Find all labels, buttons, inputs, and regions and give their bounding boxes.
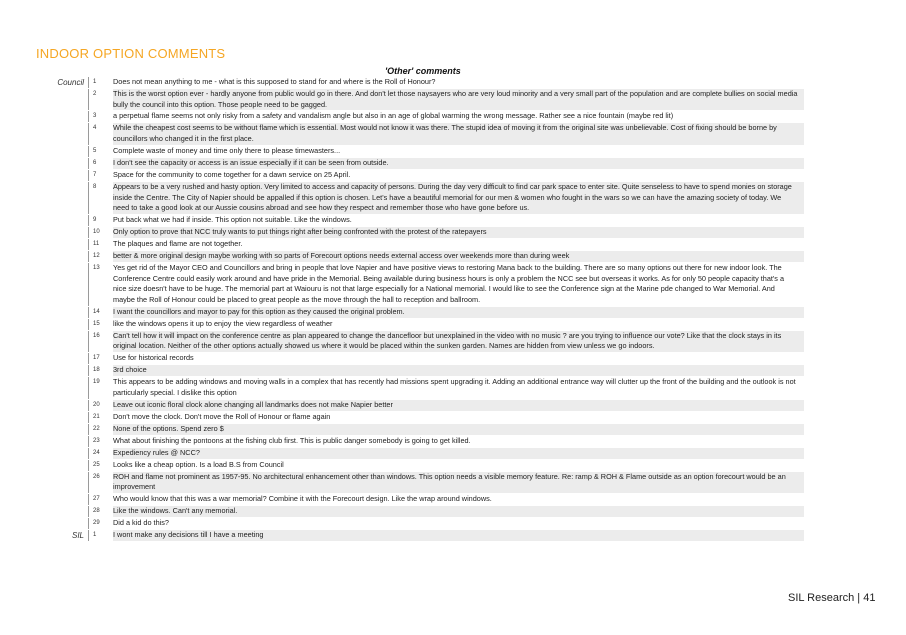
comment-row [36,530,804,542]
group-label [36,494,89,505]
comment-number: 20 [93,401,100,408]
comment-number: 8 [93,183,97,190]
comment-row [36,146,804,158]
comment-text: like the windows opens it up to enjoy the view regardless of weather [113,318,333,328]
group-label: Council [36,77,89,88]
group-label [36,424,89,435]
comment-number: 10 [93,228,100,235]
comment-number: 23 [93,437,100,444]
comment-text: Yes get rid of the Mayor CEO and Councillors and bring in people that love Napier and have positive views to restoring Mana back to the building. There are so many options out there for new indoor look. The Conference Centre could easily work around and have pride in the Memorial. Being available during business hours is only a problem the NCC see but overseas it works. As for only 50 people capacity that's a nice size doesn't have to be huge. The memorial part at Waiouru is not that large especially for a National memorial. I would like to see the Conference sign at the Marine pde changed to War Memorial. And maybe the Roll of Honour could be placed to great people as the move through the hall to reception and ballroom. [113,262,785,305]
group-label [36,506,89,517]
comment-row [36,182,804,215]
comment-row [36,436,804,448]
group-label [36,365,89,376]
comment-row [36,111,804,123]
comment-text: The plaques and flame are not together. [113,238,243,248]
comment-text: Did a kid do this? [113,517,169,527]
comment-row [36,251,804,263]
comment-text: Does not mean anything to me - what is this supposed to stand for and where is the Roll of Honour? [113,77,436,86]
group-label [36,263,89,306]
comment-text: Complete waste of money and time only there to please timewasters... [113,145,341,155]
comment-row [36,263,804,307]
comment-row [36,460,804,472]
comment-text: Only option to prove that NCC truly wants to put things right after being confronted with the protest of the ratepayers [113,227,804,238]
comment-number: 29 [93,519,100,526]
comment-row [36,518,804,530]
group-label [36,377,89,398]
comment-row [36,170,804,182]
comment-row [36,377,804,399]
group-label [36,182,89,214]
group-label [36,123,89,144]
group-label [36,146,89,157]
comment-number: 9 [93,216,97,223]
comment-text: Leave out iconic floral clock alone changing all landmarks does not make Napier better [113,400,804,411]
comment-text: Use for historical records [113,353,194,363]
group-label [36,400,89,411]
comment-number: 4 [93,125,97,132]
group-label [36,412,89,423]
comment-row [36,89,804,111]
comment-text: I wont make any decisions till I have a meeting [113,530,804,541]
group-label [36,170,89,181]
group-label [36,215,89,226]
comment-number: 13 [93,264,100,271]
comment-text: I want the councillors and mayor to pay for this option as they caused the original problem. [113,307,804,318]
comment-text: Don't move the clock. Don't move the Roll of Honour or flame again [113,411,331,421]
comment-text: Space for the community to come together for a dawn service on 25 April. [113,169,351,179]
comment-row [36,239,804,251]
group-label [36,460,89,471]
comment-number: 1 [93,531,97,538]
group-label [36,436,89,447]
comment-row [36,158,804,170]
comment-row [36,472,804,494]
comment-number: 24 [93,449,100,456]
comment-row [36,412,804,424]
comment-text: a perpetual flame seems not only risky from a safety and vandalism angle but also in an age of global warming the wrong message. Rather see a nice fountain (maybe red lit) [113,111,674,121]
comment-number: 19 [93,379,100,386]
comment-text: None of the options. Spend zero $ [113,424,804,435]
comment-number: 7 [93,171,97,178]
comment-number: 27 [93,495,100,502]
comment-text: This is the worst option ever - hardly anyone from public would go in there. And don't let those naysayers who are very loud minority and a very small part of the population and are complete bullies on social media bully the council into this option. Those people need to be gagged. [113,89,804,110]
comment-number: 14 [93,308,100,315]
comment-number: 2 [93,91,97,97]
group-label [36,319,89,330]
group-label [36,158,89,169]
comment-row [36,365,804,377]
comment-number: 6 [93,159,97,166]
comment-number: 5 [93,147,97,154]
comment-row [36,506,804,518]
group-label: SIL [36,530,89,541]
comment-number: 26 [93,473,100,480]
comment-number: 17 [93,355,100,362]
comment-text: better & more original design maybe working with so parts of Forecourt options needs external access over weekends more than during week [113,251,804,262]
comment-row [36,227,804,239]
group-label [36,353,89,364]
comment-text: Looks like a cheap option. Is a load B.S from Council [113,459,284,469]
comment-row [36,307,804,319]
page-heading: INDOOR OPTION COMMENTS [36,46,226,61]
comment-text: I don't see the capacity or access is an issue especially if it can be seen from outside. [113,158,804,169]
group-label [36,239,89,250]
comment-text: What about finishing the pontoons at the fishing club first. This is public danger somebody is going to get killed. [113,435,471,445]
comment-row [36,215,804,227]
comment-number: 16 [93,332,100,339]
group-label [36,472,89,493]
group-label [36,111,89,122]
comment-row [36,319,804,331]
comment-text: Like the windows. Can't any memorial. [113,506,804,517]
comment-text: Appears to be a very rushed and hasty option. Very limited to access and capacity of persons. During the day very difficult to find car park space to enter site. Quite senseless to have to spend monies on storage inside the Centre. The City of Napier should be appalled if this option is chosen. Let's have a beautiful memorial for our men & women who fought in the wars so we can have the amazing society of today. We need to take a good look at our Aussie cousins abroad and see how they respect and remember those who have gone before us. [113,182,804,214]
comment-number: 1 [93,79,97,85]
page-footer: SIL Research | 41 [788,592,876,604]
comment-row [36,424,804,436]
group-label [36,331,89,352]
comment-text: While the cheapest cost seems to be without flame which is essential. Most would not know it was there. The stupid idea of moving it from the original site was unbelievable. Cost of fixing should be borne by councillors who changed it in the first place. [113,123,804,144]
comment-number: 28 [93,507,100,514]
comment-text: Expediency rules @ NCC? [113,448,804,459]
comment-number: 18 [93,367,100,374]
comment-row [36,123,804,145]
comment-row [36,77,804,89]
comment-row [36,400,804,412]
group-label [36,227,89,238]
group-label [36,307,89,318]
comment-number: 12 [93,252,100,259]
comment-row [36,331,804,353]
comment-text: This appears to be adding windows and moving walls in a complex that has recently had missions spent upgrading it. Adding an additional entrance way will clutter up the front of the building and the outlook is not particularly special. I dislike this option [113,377,796,397]
comments-table [36,77,804,542]
group-label [36,518,89,529]
comment-text: 3rd choice [113,365,804,376]
comment-number: 21 [93,413,100,420]
group-label [36,251,89,262]
comment-row [36,494,804,506]
comment-number: 25 [93,461,100,468]
comment-number: 11 [93,240,100,247]
table-subheading: 'Other' comments [385,66,461,76]
comment-text: Can't tell how it will impact on the conference centre as plan appeared to change the dancefloor but unexplained in the video with no music ? are you trying to influence our vote? Like that the clock stays in its original location. Neither of the other options actually showed us where it would be placed within the sunken garden. Names are hidden from view unless we go indoors. [113,331,804,352]
comment-row [36,448,804,460]
comment-text: ROH and flame not prominent as 1957-95. No architectural enhancement other than windows. This option needs a visible memory feature. Re: ramp & ROH & Flame outside as an option forecourt would be an improvement [113,472,804,493]
group-label [36,448,89,459]
comment-text: Put back what we had if inside. This option not suitable. Like the windows. [113,214,352,224]
comment-number: 22 [93,425,100,432]
group-label [36,89,89,110]
comment-number: 15 [93,320,100,327]
comment-row [36,353,804,365]
comment-text: Who would know that this was a war memorial? Combine it with the Forecourt design. Like the wrap around windows. [113,493,492,503]
comment-number: 3 [93,113,97,120]
